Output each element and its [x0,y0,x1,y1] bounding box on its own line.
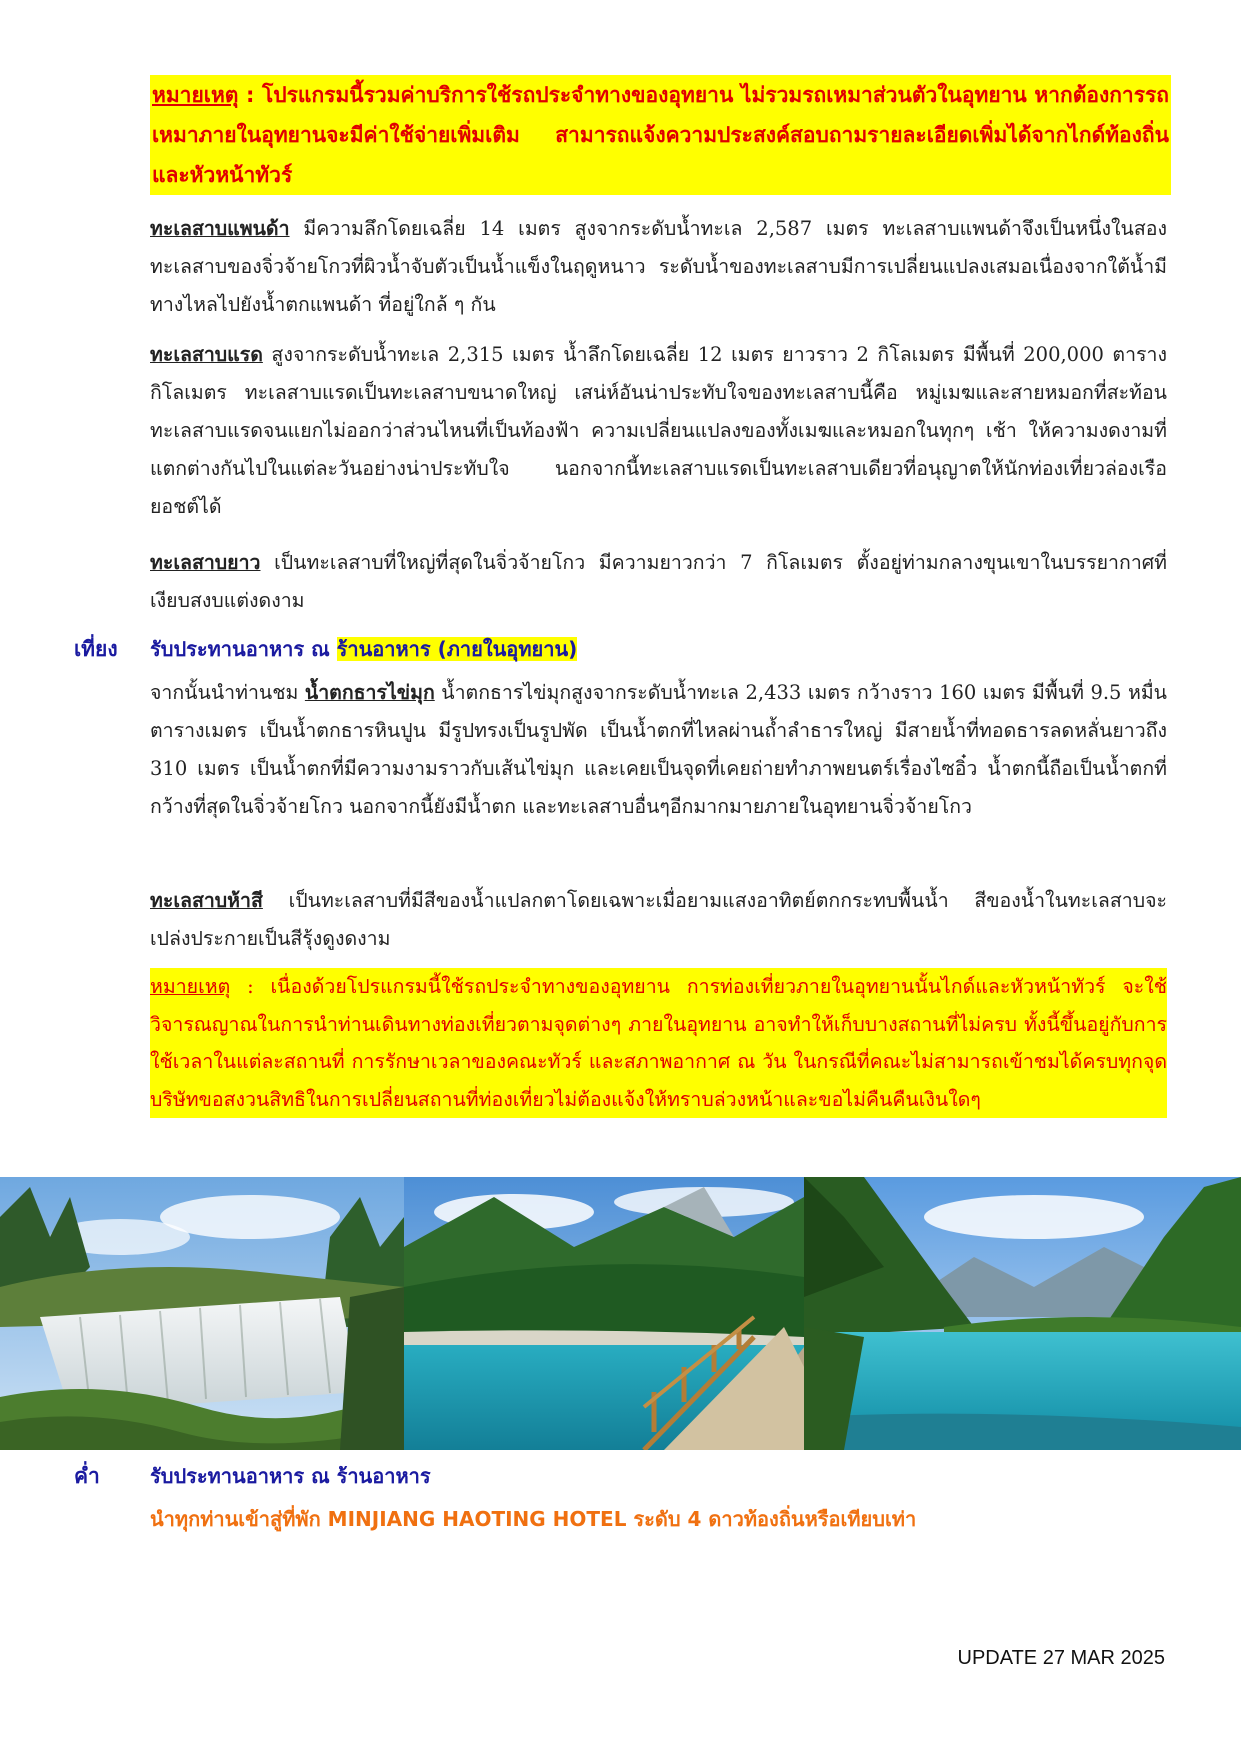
panda-lake-section [150,210,1167,324]
lunch-text: รับประทานอาหาร ณ [150,637,337,661]
note-top [150,75,1171,195]
pearl-falls-section [150,674,1167,826]
rhino-lake-section [150,336,1167,526]
lunch-line [150,630,1167,668]
long-lake-text: เป็นทะเลสาบที่ใหญ่ที่สุดในจิ่วจ้ายโกว มีความยาวกว่า 7 กิโลเมตร ตั้งอยู่ท่ามกลางขุนเขาในบรรยากาศที่เงียบสงบแต่งดงาม [150,551,1167,612]
rhino-lake-text: สูงจากระดับน้ำทะเล 2,315 เมตร น้ำลึกโดยเฉลี่ย 12 เมตร ยาวราว 2 กิโลเมตร มีพื้นที่ 200,000 ตารางกิโลเมตร ทะเลสาบแรดเป็นทะเลสาบขนาดใหญ่ เสน่ห์อันน่าประทับใจของทะเลสาบนี้คือ หมู่เมฆและสายหมอกที่สะท้อนทะเลสาบแรดจนแยกไม่ออกว่าส่วนไหนที่เป็นท้องฟ้า ความเปลี่ยนแปลงของทั้งเมฆและหมอกในทุกๆ เช้า ให้ความงดงามที่แตกต่างกันไปในแต่ละวันอย่างน่าประทับใจ นอกจากนี้ทะเลสาบแรดเป็นทะเลสาบเดียวที่อนุญาตให้นักท่องเที่ยวล่องเรือยอชต์ได้ [150,343,1167,518]
pearl-falls-text: น้ำตกธารไข่มุกสูงจากระดับน้ำทะเล 2,433 เมตร กว้างราว 160 เมตร มีพื้นที่ 9.5 หมื่นตารางเมตร เป็นน้ำตกธารหินปูน มีรูปทรงเป็นรูปพัด เป็นน้ำตกที่ไหลผ่านถ้ำลำธารใหญ่ มีสายน้ำที่ทอดธารลดหลั่นยาวถึง 310 เมตร เป็นน้ำตกที่มีความงามราวกับเส้นไข่มุก และเคยเป็นจุดที่เคยถ่ายทำภาพยนตร์เรื่องไซอิ๋ว น้ำตกนี้ถือเป็นน้ำตกที่กว้างที่สุดในจิ่วจ้ายโกว นอกจากนี้ยังมีน้ำตก และทะเลสาบอื่นๆอีกมากมายภายในอุทยานจิ่วจ้ายโกว [150,681,1168,818]
photo-waterfall [0,1177,404,1450]
long-lake-section [150,544,1167,620]
dinner-label: ค่ำ [74,1464,100,1488]
hotel-text: นำทุกท่านเข้าสู่ที่พัก MINJIANG HAOTING HOTEL ระดับ 4 ดาวท้องถิ่นหรือเทียบเท่า [150,1507,917,1531]
pearl-falls-title: น้ำตกธารไข่มุก [304,681,435,704]
dinner-line [150,1457,1167,1495]
panda-lake-title: ทะเลสาบแพนด้า [150,217,290,240]
lunch-place: ร้านอาหาร (ภายในอุทยาน) [336,637,578,661]
rhino-lake-title: ทะเลสาบแรด [150,343,263,366]
photo-mountain-lake [804,1177,1241,1450]
five-color-lake-title: ทะเลสาบห้าสี [150,889,263,912]
long-lake-title: ทะเลสาบยาว [150,551,261,574]
five-color-lake-section [150,882,1167,958]
photo-boardwalk-lake [404,1177,804,1450]
panda-lake-text: มีความลึกโดยเฉลี่ย 14 เมตร สูงจากระดับน้ำทะเล 2,587 เมตร ทะเลสาบแพนด้าจึงเป็นหนึ่งในสองทะเลสาบของจิ่วจ้ายโกวที่ผิวน้ำจับตัวเป็นน้ำแข็งในฤดูหนาว ระดับน้ำของทะเลสาบมีการเปลี่ยนแปลงเสมอเนื่องจากใต้น้ำมีทางไหลไปยังน้ำตกแพนด้า ที่อยู่ใกล้ ๆ กัน [150,217,1167,316]
note-bottom [150,968,1167,1118]
note-top-text: : โปรแกรมนี้รวมค่าบริการใช้รถประจำทางของอุทยาน ไม่รวมรถเหมาส่วนตัวในอุทยาน หากต้องการรถเหมาภายในอุทยานจะมีค่าใช้จ่ายเพิ่มเติม สามารถแจ้งความประสงค์สอบถามรายละเอียดเพิ่มได้จากไกด์ท้องถิ่นและหัวหน้าทัวร์ [152,83,1169,187]
photo-strip [0,1177,1241,1450]
note-bottom-text: : เนื่องด้วยโปรแกรมนี้ใช้รถประจำทางของอุทยาน การท่องเที่ยวภายในอุทยานนั้นไกด์และหัวหน้าทัวร์ จะใช้วิจารณญาณในการนำท่านเดินทางท่องเที่ยวตามจุดต่างๆ ภายในอุทยาน อาจทำให้เก็บบางสถานที่ไม่ครบ ทั้งนี้ขึ้นอยู่กับการใช้เวลาในแต่ละสถานที่ การรักษาเวลาของคณะทัวร์ และสภาพอากาศ ณ วัน ในกรณีที่คณะไม่สามารถเข้าชมได้ครบทุกจุด บริษัทขอสงวนสิทธิในการเปลี่ยนสถานที่ท่องเที่ยวไม่ต้องแจ้งให้ทราบล่วงหน้าและขอไม่คืนคืนเงินใดๆ [150,975,1167,1111]
lunch-label: เที่ยง [74,637,118,661]
note-bottom-label: หมายเหตุ [150,975,231,998]
note-top-label: หมายเหตุ [152,83,239,107]
pearl-falls-intro: จากนั้นนำท่านชม [150,681,305,704]
update-date: UPDATE 27 MAR 2025 [957,1647,1165,1669]
five-color-lake-text: เป็นทะเลสาบที่มีสีของน้ำแปลกตาโดยเฉพาะเมื่อยามแสงอาทิตย์ตกกระทบพื้นน้ำ สีของน้ำในทะเลสาบจะเปล่งประกายเป็นสีรุ้งดูงดงาม [150,889,1167,950]
dinner-text: รับประทานอาหาร ณ ร้านอาหาร [150,1464,431,1488]
hotel-line [150,1500,1167,1538]
